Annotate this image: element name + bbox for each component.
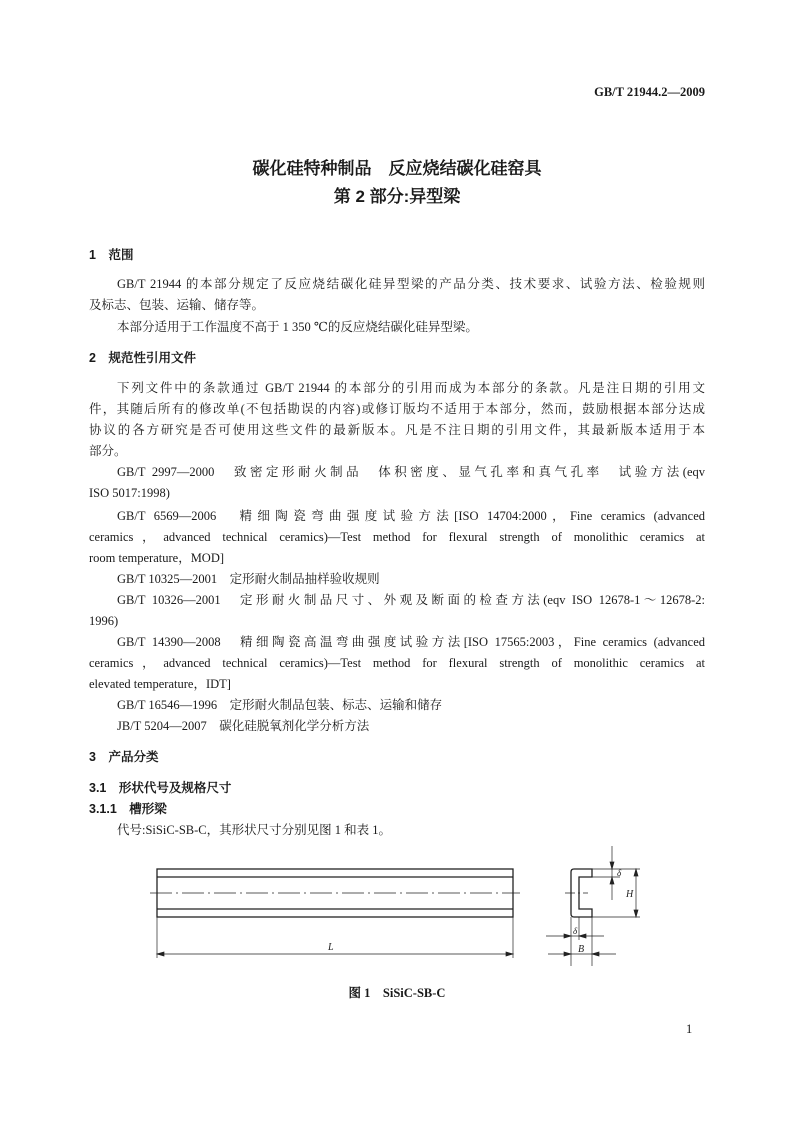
body-line: 部分。 <box>89 444 127 458</box>
section-1-heading: 1 范围 <box>89 248 134 262</box>
reference-item: GB/T 2997—2000 致密定形耐火制品 体积密度、显气孔率和真气孔率 试验方法(eqv <box>117 465 705 479</box>
reference-item: GB/T 6569—2006 精细陶瓷弯曲强度试验方法[ISO 14704:2000，Fine ceramics (advanced <box>117 509 705 523</box>
reference-item: elevated temperature，IDT] <box>89 677 231 691</box>
figure-caption: 图 1 SiSiC-SB-C <box>348 986 446 1000</box>
reference-item: ceramics，advanced technical ceramics)—Test method for flexural strength of monolithic ceramics at <box>89 530 705 544</box>
page-number: 1 <box>686 1022 693 1036</box>
reference-item: ISO 5017:1998) <box>89 486 170 500</box>
dimension-label-delta-bottom: δ <box>573 926 578 936</box>
reference-item: GB/T 14390—2008 精细陶瓷高温弯曲强度试验方法[ISO 17565:2003，Fine ceramics (advanced <box>117 635 705 649</box>
subsection-3-1-heading: 3.1 形状代号及规格尺寸 <box>89 781 232 795</box>
reference-item: ceramics，advanced technical ceramics)—Test method for flexural strength of monolithic ceramics at <box>89 656 705 670</box>
body-line: GB/T 21944 的本部分规定了反应烧结碳化硅异型梁的产品分类、技术要求、试验方法、检验规则 <box>117 277 705 291</box>
dimension-label-B: B <box>578 944 585 955</box>
title-line-2: 第 2 部分:异型梁 <box>333 187 461 206</box>
reference-item: GB/T 10325—2001 定形耐火制品抽样验收规则 <box>117 572 380 586</box>
dimension-label-H: H <box>626 889 634 900</box>
cross-section-dimensions <box>546 846 640 966</box>
reference-item: GB/T 10326—2001 定形耐火制品尺寸、外观及断面的检查方法(eqv ISO 12678-1～12678-2: <box>117 593 705 607</box>
dimension-L <box>157 917 513 958</box>
reference-item: GB/T 16546—1996 定形耐火制品包装、标志、运输和储存 <box>117 698 443 712</box>
body-line: 协议的各方研究是否可使用这些文件的最新版本。凡是不注日期的引用文件，其最新版本适用于本 <box>89 423 705 437</box>
section-3-heading: 3 产品分类 <box>89 750 159 764</box>
body-line: 件，其随后所有的修改单(不包括勘误的内容)或修订版均不适用于本部分，然而，鼓励根据本部分达成 <box>89 402 705 416</box>
section-2-heading: 2 规范性引用文件 <box>89 351 196 365</box>
dimension-label-delta-top: δ <box>617 868 622 878</box>
standard-number: GB/T 21944.2—2009 <box>594 85 705 99</box>
body-line: 下列文件中的条款通过 GB/T 21944 的本部分的引用而成为本部分的条款。凡是注日期的引用文 <box>117 381 705 395</box>
dimension-label-L: L <box>328 942 334 953</box>
reference-item: JB/T 5204—2007 碳化硅脱氧剂化学分析方法 <box>117 719 370 733</box>
title-line-1: 碳化硅特种制品 反应烧结碳化硅窑具 <box>252 159 542 178</box>
reference-item: 1996) <box>89 614 119 628</box>
body-line: 及标志、包装、运输、储存等。 <box>89 298 265 312</box>
reference-item: room temperature，MOD] <box>89 551 225 565</box>
body-line: 本部分适用于工作温度不高于 1 350 ℃的反应烧结碳化硅异型梁。 <box>117 320 478 334</box>
subsection-3-1-1-heading: 3.1.1 槽形梁 <box>89 802 167 816</box>
body-line: 代号:SiSiC-SB-C，其形状尺寸分别见图 1 和表 1。 <box>117 823 391 837</box>
